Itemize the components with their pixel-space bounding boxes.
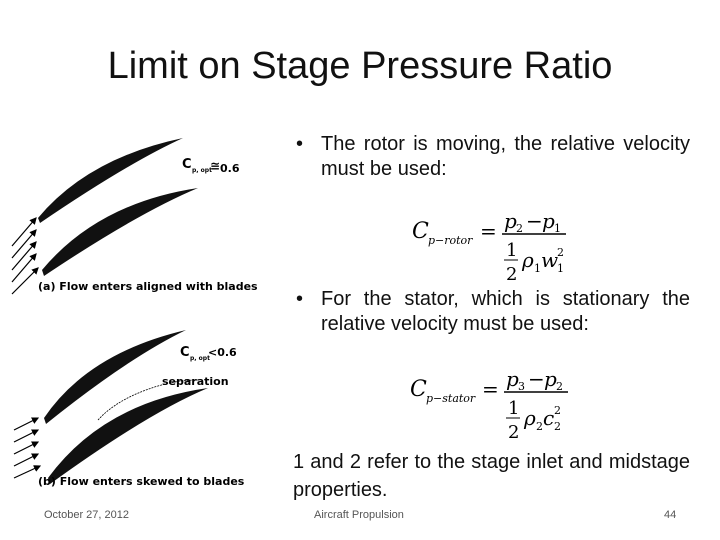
formula-num-a: p — [504, 209, 517, 233]
formula-den-one: 1 — [506, 240, 518, 261]
footer-page-number: 44 — [664, 509, 677, 521]
bullet-text: The rotor is moving, the relative velocity must be used: — [321, 133, 690, 180]
cp-label-b: C — [180, 345, 190, 360]
formula-num-a-sub: 2 — [516, 222, 523, 235]
formula-den-vel: w — [541, 248, 559, 272]
bullet-text: For the stator, which is stationary the relative velocity must be used: — [321, 288, 690, 335]
footer-date: October 27, 2012 — [44, 509, 130, 521]
formula-den-vel-sup: 2 — [557, 246, 564, 259]
formula-lhs: C — [410, 377, 427, 402]
footer-course: Aircraft Propulsion — [314, 509, 404, 521]
formula-num-minus: − — [528, 367, 545, 391]
closing-note: 1 and 2 refer to the stage inlet and midstage properties. — [293, 451, 690, 501]
cp-sub-a: p, opt — [192, 167, 212, 174]
formula-den-rho-sub: 2 — [536, 420, 543, 433]
formula-lhs-sub: p−stator — [426, 392, 476, 405]
cp-value-b: <0.6 — [208, 346, 237, 359]
cp-approx-a: ≅ — [210, 159, 221, 173]
formula-den-two: 2 — [508, 422, 520, 443]
formula-den-two: 2 — [506, 264, 518, 285]
cp-value-a: 0.6 — [220, 162, 240, 175]
formula-num-b-sub: 2 — [556, 380, 563, 393]
slide-title: Limit on Stage Pressure Ratio — [107, 45, 613, 87]
formula-lhs: C — [412, 219, 429, 244]
inlet-arrows-a — [12, 218, 38, 294]
panel-b — [14, 330, 245, 488]
bullet-marker: • — [296, 288, 304, 310]
formula-den-rho: ρ — [522, 248, 534, 272]
bullet-stator — [296, 287, 690, 337]
formula-equals: = — [480, 219, 497, 243]
formula-num-b-sub: 1 — [554, 222, 561, 235]
formula-lhs-sub: p−rotor — [428, 234, 473, 247]
formula-num-b: p — [542, 209, 555, 233]
separation-label: separation — [162, 375, 229, 388]
cp-label-a: C — [182, 157, 192, 172]
formula-stator — [408, 358, 592, 444]
blade-a1 — [38, 138, 183, 223]
bullet-marker: • — [296, 133, 304, 155]
formula-equals: = — [482, 377, 499, 401]
formula-den-vel-sup: 2 — [554, 404, 561, 417]
cascade-flow-figure — [8, 118, 288, 508]
formula-num-minus: − — [526, 209, 543, 233]
bullet-rotor — [296, 132, 690, 182]
caption-b: (b) Flow enters skewed to blades — [38, 475, 245, 488]
cp-sub-b: p, opt — [190, 355, 210, 362]
formula-den-rho: ρ — [524, 406, 536, 430]
formula-den-rho-sub: 1 — [534, 262, 541, 275]
caption-a: (a) Flow enters aligned with blades — [38, 280, 258, 293]
inlet-arrows-b — [14, 418, 40, 478]
formula-den-vel-sub: 1 — [557, 262, 564, 275]
formula-num-a-sub: 3 — [518, 380, 525, 393]
formula-num-b: p — [544, 367, 557, 391]
formula-rotor — [410, 200, 590, 286]
formula-den-one: 1 — [508, 398, 520, 419]
formula-den-vel-sub: 2 — [554, 420, 561, 433]
panel-a — [12, 138, 258, 294]
formula-num-a: p — [506, 367, 519, 391]
formula-den-vel: c — [543, 406, 555, 430]
